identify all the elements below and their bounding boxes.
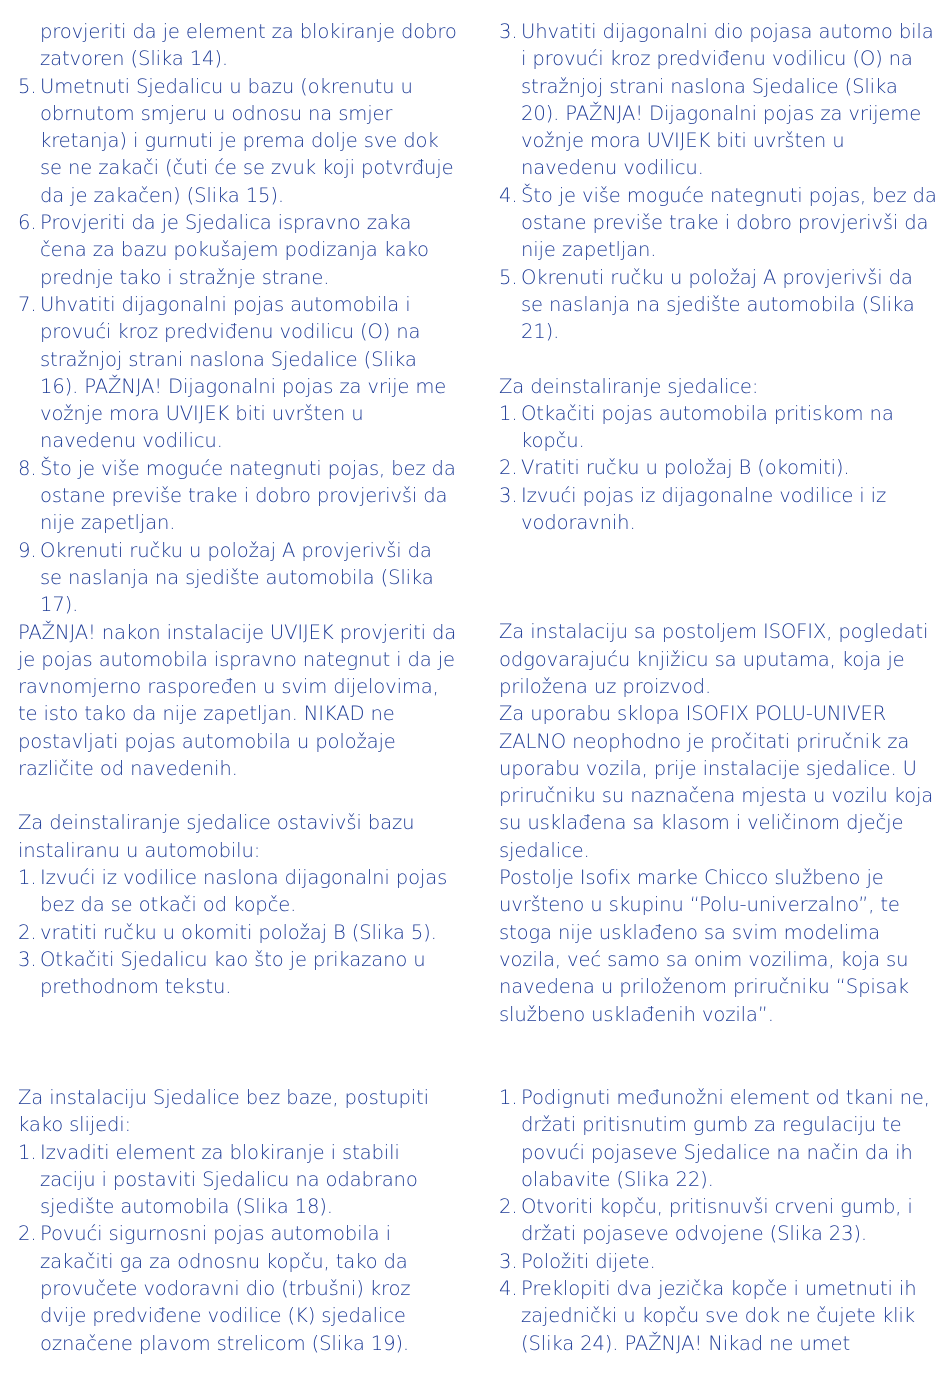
uninstall-steps-list xyxy=(18,864,458,1000)
list-item-text: Provjeriti da je Sjedalica ispravno zaka čena za bazu pokušajem podizanja kako prednje tako i stražnje strane. xyxy=(40,211,429,289)
list-item-number: 9. xyxy=(18,538,37,562)
list-item xyxy=(499,1275,939,1357)
list-item-text: Umetnuti Sjedalicu u bazu (okrenutu u obrnutom smjeru u odnosu na smjer kretanja) i gurnuti je prema dolje sve dok se ne zakači (čuti će se zvuk koji potvrđuje da je zakačen) (Slika 15). xyxy=(40,74,454,207)
list-item-text: Podignuti međunožni element od tkani ne, držati pritisnutim gumb za regulaciju te povući pojaseve Sjedalice na način da ih olabavite (Slika 22). xyxy=(521,1086,930,1191)
list-item xyxy=(499,1248,939,1275)
right-column xyxy=(499,18,939,1028)
list-item-text: Uhvatiti dijagonalni pojas automobila i provući kroz predviđenu vodilicu (O) na stražnjoj strani naslona Sjedalice (Slika 16). PAŽNJA! Dijagonalni pojas za vrije me vožnje mora UVIJEK biti uvršten u navedenu vodilicu. xyxy=(40,292,447,453)
list-item xyxy=(18,919,458,946)
child-steps-list xyxy=(499,1084,939,1357)
list-item-text: Otkačiti Sjedalicu kao što je prikazano u prethodnom tekstu. xyxy=(40,947,426,999)
list-item-number: 3. xyxy=(18,947,37,971)
list-item xyxy=(18,291,458,455)
nobase-steps-list xyxy=(18,1139,458,1357)
left-column xyxy=(18,18,458,1000)
list-item-number: 1. xyxy=(18,865,37,889)
list-item xyxy=(499,482,939,537)
list-item-number: 2. xyxy=(499,456,518,480)
list-item-text: vratiti ručku u okomiti položaj B (Slika 5). xyxy=(40,920,437,944)
list-item-text: Otkačiti pojas automobila pritiskom na kopču. xyxy=(521,401,894,453)
list-item xyxy=(18,946,458,1001)
list-item-number: 5. xyxy=(499,265,518,289)
list-item-text: Preklopiti dva jezička kopče i umetnuti ih zajednički u kopču sve dok ne čujete klik (Slika 24). PAŽNJA! Nikad ne umet xyxy=(521,1277,917,1355)
list-item xyxy=(18,455,458,537)
isofix-paragraph-1: Za instalaciju sa postoljem ISOFIX, pogledati odgovarajuću knjižicu sa uputama, koja je priložena uz proizvod. xyxy=(499,620,929,698)
list-item-number: 1. xyxy=(499,401,518,425)
left-steps-list xyxy=(18,73,458,619)
list-item-text: Okrenuti ručku u položaj A provjerivši da se naslanja na sjedište automobila (Slika 17). xyxy=(40,538,434,617)
list-item xyxy=(499,182,939,264)
list-item-number: 4. xyxy=(499,1277,518,1301)
list-item-number: 2. xyxy=(18,1222,37,1246)
right-bottom-block xyxy=(499,1084,939,1357)
list-item xyxy=(499,18,939,182)
left-top-continuation: provjeriti da je element za blokiranje dobro zatvoren (Slika 14). xyxy=(40,20,457,71)
list-item-text: Izvući iz vodilice naslona dijagonalni pojas bez da se otkači od kopče. xyxy=(40,865,448,917)
list-item-number: 3. xyxy=(499,20,518,43)
list-item xyxy=(499,1084,939,1193)
right-uninstall-steps-list xyxy=(499,400,939,536)
list-item-number: 1. xyxy=(499,1086,518,1109)
list-item-text: Izvući pojas iz dijagonalne vodilice i iz vodoravnih. xyxy=(521,483,887,535)
list-item-text: Što je više moguće nategnuti pojas, bez da ostane previše trake i dobro provjerivši da nije zapetljan. xyxy=(40,456,456,535)
list-item-number: 2. xyxy=(499,1195,518,1219)
list-item xyxy=(499,400,939,455)
list-item-text: Otvoriti kopču, pritisnuvši crveni gumb, i držati pojaseve odvojene (Slika 23). xyxy=(521,1195,913,1246)
list-item-text: Položiti dijete. xyxy=(521,1249,656,1273)
list-item xyxy=(18,1220,458,1356)
list-item-text: Izvaditi element za blokiranje i stabili zaciju i postaviti Sjedalicu na odabrano sjedište automobila (Slika 18). xyxy=(40,1140,418,1219)
left-bottom-block xyxy=(18,1084,458,1357)
list-item xyxy=(499,454,939,481)
list-item xyxy=(18,537,458,619)
uninstall-heading: Za deinstaliranje sjedalice ostavivši bazu instaliranu u automobilu: xyxy=(18,811,415,862)
list-item-number: 4. xyxy=(499,183,518,207)
isofix-paragraph-3: Postolje Isofix marke Chicco službeno je uvršteno u skupinu “Polu-univerzalno”, te stoga nije usklađeno sa svim modelima vozila, već samo sa onim vozilima, koja su navedena u priloženom priručniku “Spisak službeno usklađenih vozila”. xyxy=(499,866,909,1026)
list-item-text: Okrenuti ručku u položaj A provjerivši da se naslanja na sjedište automobila (Slika 21). xyxy=(521,265,915,344)
list-item-number: 8. xyxy=(18,456,37,480)
list-item xyxy=(499,1193,939,1248)
warning-paragraph: PAŽNJA! nakon instalacije UVIJEK provjeriti da je pojas automobila ispravno nategnut i da je ravnomjerno raspoređen u svim dijelovima, te isto tako da nije zapetljan. NIKAD ne postavljati pojas automobila u položaje različite od navedenih. xyxy=(18,620,457,781)
list-item xyxy=(18,864,458,919)
list-item-number: 3. xyxy=(499,1249,518,1273)
list-item xyxy=(18,73,458,209)
list-item xyxy=(18,1139,458,1221)
list-item-text: Vratiti ručku u položaj B (okomiti). xyxy=(521,456,850,480)
list-item xyxy=(499,264,939,346)
right-uninstall-heading: Za deinstaliranje sjedalice: xyxy=(499,374,759,398)
list-item-text: Uhvatiti dijagonalni dio pojasa automo bila i provući kroz predviđenu vodilicu (O) na stražnjoj strani naslona Sjedalice (Slika 20). PAŽNJA! Dijagonalni pojas za vrijeme vožnje mora UVIJEK biti uvršten u navedenu vodilicu. xyxy=(521,20,934,180)
list-item xyxy=(18,209,458,291)
list-item-number: 3. xyxy=(499,483,518,507)
list-item-number: 5. xyxy=(18,74,37,98)
nobase-heading: Za instalaciju Sjedalice bez baze, postupiti kako slijedi: xyxy=(18,1086,429,1137)
isofix-paragraph-2: Za uporabu sklopa ISOFIX POLU-UNIVER ZALNO neophodno je pročitati priručnik za uporabu vozila, prije instalacije sjedalice. U priručniku su naznačena mjesta u vozilu koja su usklađena sa klasom i veličinom dječje sjedalice. xyxy=(499,702,934,862)
list-item-number: 2. xyxy=(18,920,37,944)
right-steps-list xyxy=(499,18,939,346)
list-item-number: 1. xyxy=(18,1140,37,1164)
list-item-number: 7. xyxy=(18,292,37,316)
list-item-text: Povući sigurnosni pojas automobila i zakačiti ga za odnosnu kopču, tako da provučete vodoravni dio (trbušni) kroz dvije predviđene vodilice (K) sjedalice označene plavom strelicom (Slika 19). xyxy=(40,1222,411,1355)
list-item-number: 6. xyxy=(18,211,37,235)
list-item-text: Što je više moguće nategnuti pojas, bez da ostane previše trake i dobro provjerivši da nije zapetljan. xyxy=(521,183,937,262)
